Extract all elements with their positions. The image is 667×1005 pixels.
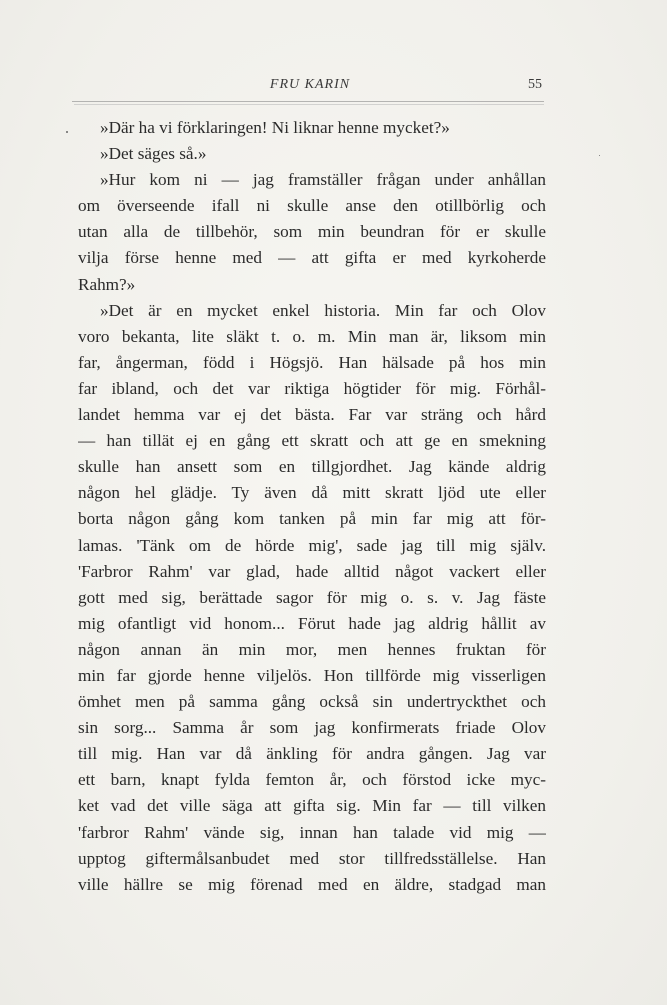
text-line: far ibland, och det var riktiga högtider för mig. Förhål- (78, 378, 546, 398)
text-line: lamas. 'Tänk om de hörde mig', sade jag till mig själv. (78, 535, 546, 555)
page-number: 55 (528, 77, 542, 92)
header-rule (72, 101, 544, 102)
text-line: till mig. Han var då änkling för andra gången. Jag var (78, 744, 546, 764)
print-speck (66, 131, 68, 133)
text-line: »Där ha vi förklaringen! Ni liknar henne mycket?» (100, 118, 450, 137)
text-line: far, ångerman, född i Högsjö. Han hälsade på hos min (78, 352, 546, 372)
text-line: sin sorg... Samma år som jag konfirmerats friade Olov (78, 718, 546, 738)
text-line: 'Farbror Rahm' var glad, hade alltid något vackert eller (78, 561, 546, 581)
text-line: min far gjorde henne viljelös. Hon tillförde mig visserligen (78, 665, 546, 685)
text-line: landet hemma var ej det bästa. Far var sträng och hård (78, 405, 546, 425)
text-line: skulle han ansett som en tillgjordhet. Jag kände aldrig (78, 457, 546, 477)
text-line: någon annan än min mor, men hennes fruktan för (78, 639, 546, 659)
text-line: gott med sig, berättade sagor för mig o. s. v. Jag fäste (78, 587, 546, 607)
text-line: ket vad det ville säga att gifta sig. Min far — till vilken (78, 796, 546, 816)
text-line: voro bekanta, lite släkt t. o. m. Min man är, liksom min (78, 326, 546, 346)
text-line: borta någon gång kom tanken på min far mig att för- (78, 509, 546, 529)
text-line: »Hur kom ni — jag framställer frågan under anhållan (100, 170, 546, 190)
running-title: FRU KARIN (269, 77, 351, 92)
text-line: vilja förse henne med — att gifta er med kyrkoherde (78, 248, 546, 268)
text-line: om överseende ifall ni skulle anse den otillbörlig och (78, 196, 546, 216)
text-line: upptog giftermålsanbudet med stor tillfredsställelse. Han (78, 848, 546, 868)
text-line: ett barn, knapt fylda femton år, och förstod icke myc- (78, 770, 546, 790)
text-line: ömhet men på samma gång också sin undertryckthet och (78, 692, 546, 712)
text-line: — han tillät ej en gång ett skratt och att ge en smekning (78, 431, 546, 451)
text-line: utan alla de tillbehör, som min beundran för er skulle (78, 222, 546, 242)
header-rule-secondary (74, 104, 544, 105)
text-line: »Det säges så.» (100, 144, 207, 164)
print-speck (599, 155, 600, 156)
text-line: någon hel glädje. Ty även då mitt skratt ljöd ute eller (78, 483, 546, 503)
text-line: mig ofantligt vid honom... Förut hade jag aldrig hållit av (78, 613, 546, 633)
body-text (78, 115, 546, 898)
text-line: Rahm?» (78, 274, 136, 294)
text-line: »Det är en mycket enkel historia. Min far och Olov (100, 300, 546, 320)
running-head (78, 75, 542, 97)
text-line: ville hällre se mig förenad med en äldre, stadgad man (78, 874, 546, 894)
text-line: 'farbror Rahm' vände sig, innan han talade vid mig — (78, 822, 546, 842)
